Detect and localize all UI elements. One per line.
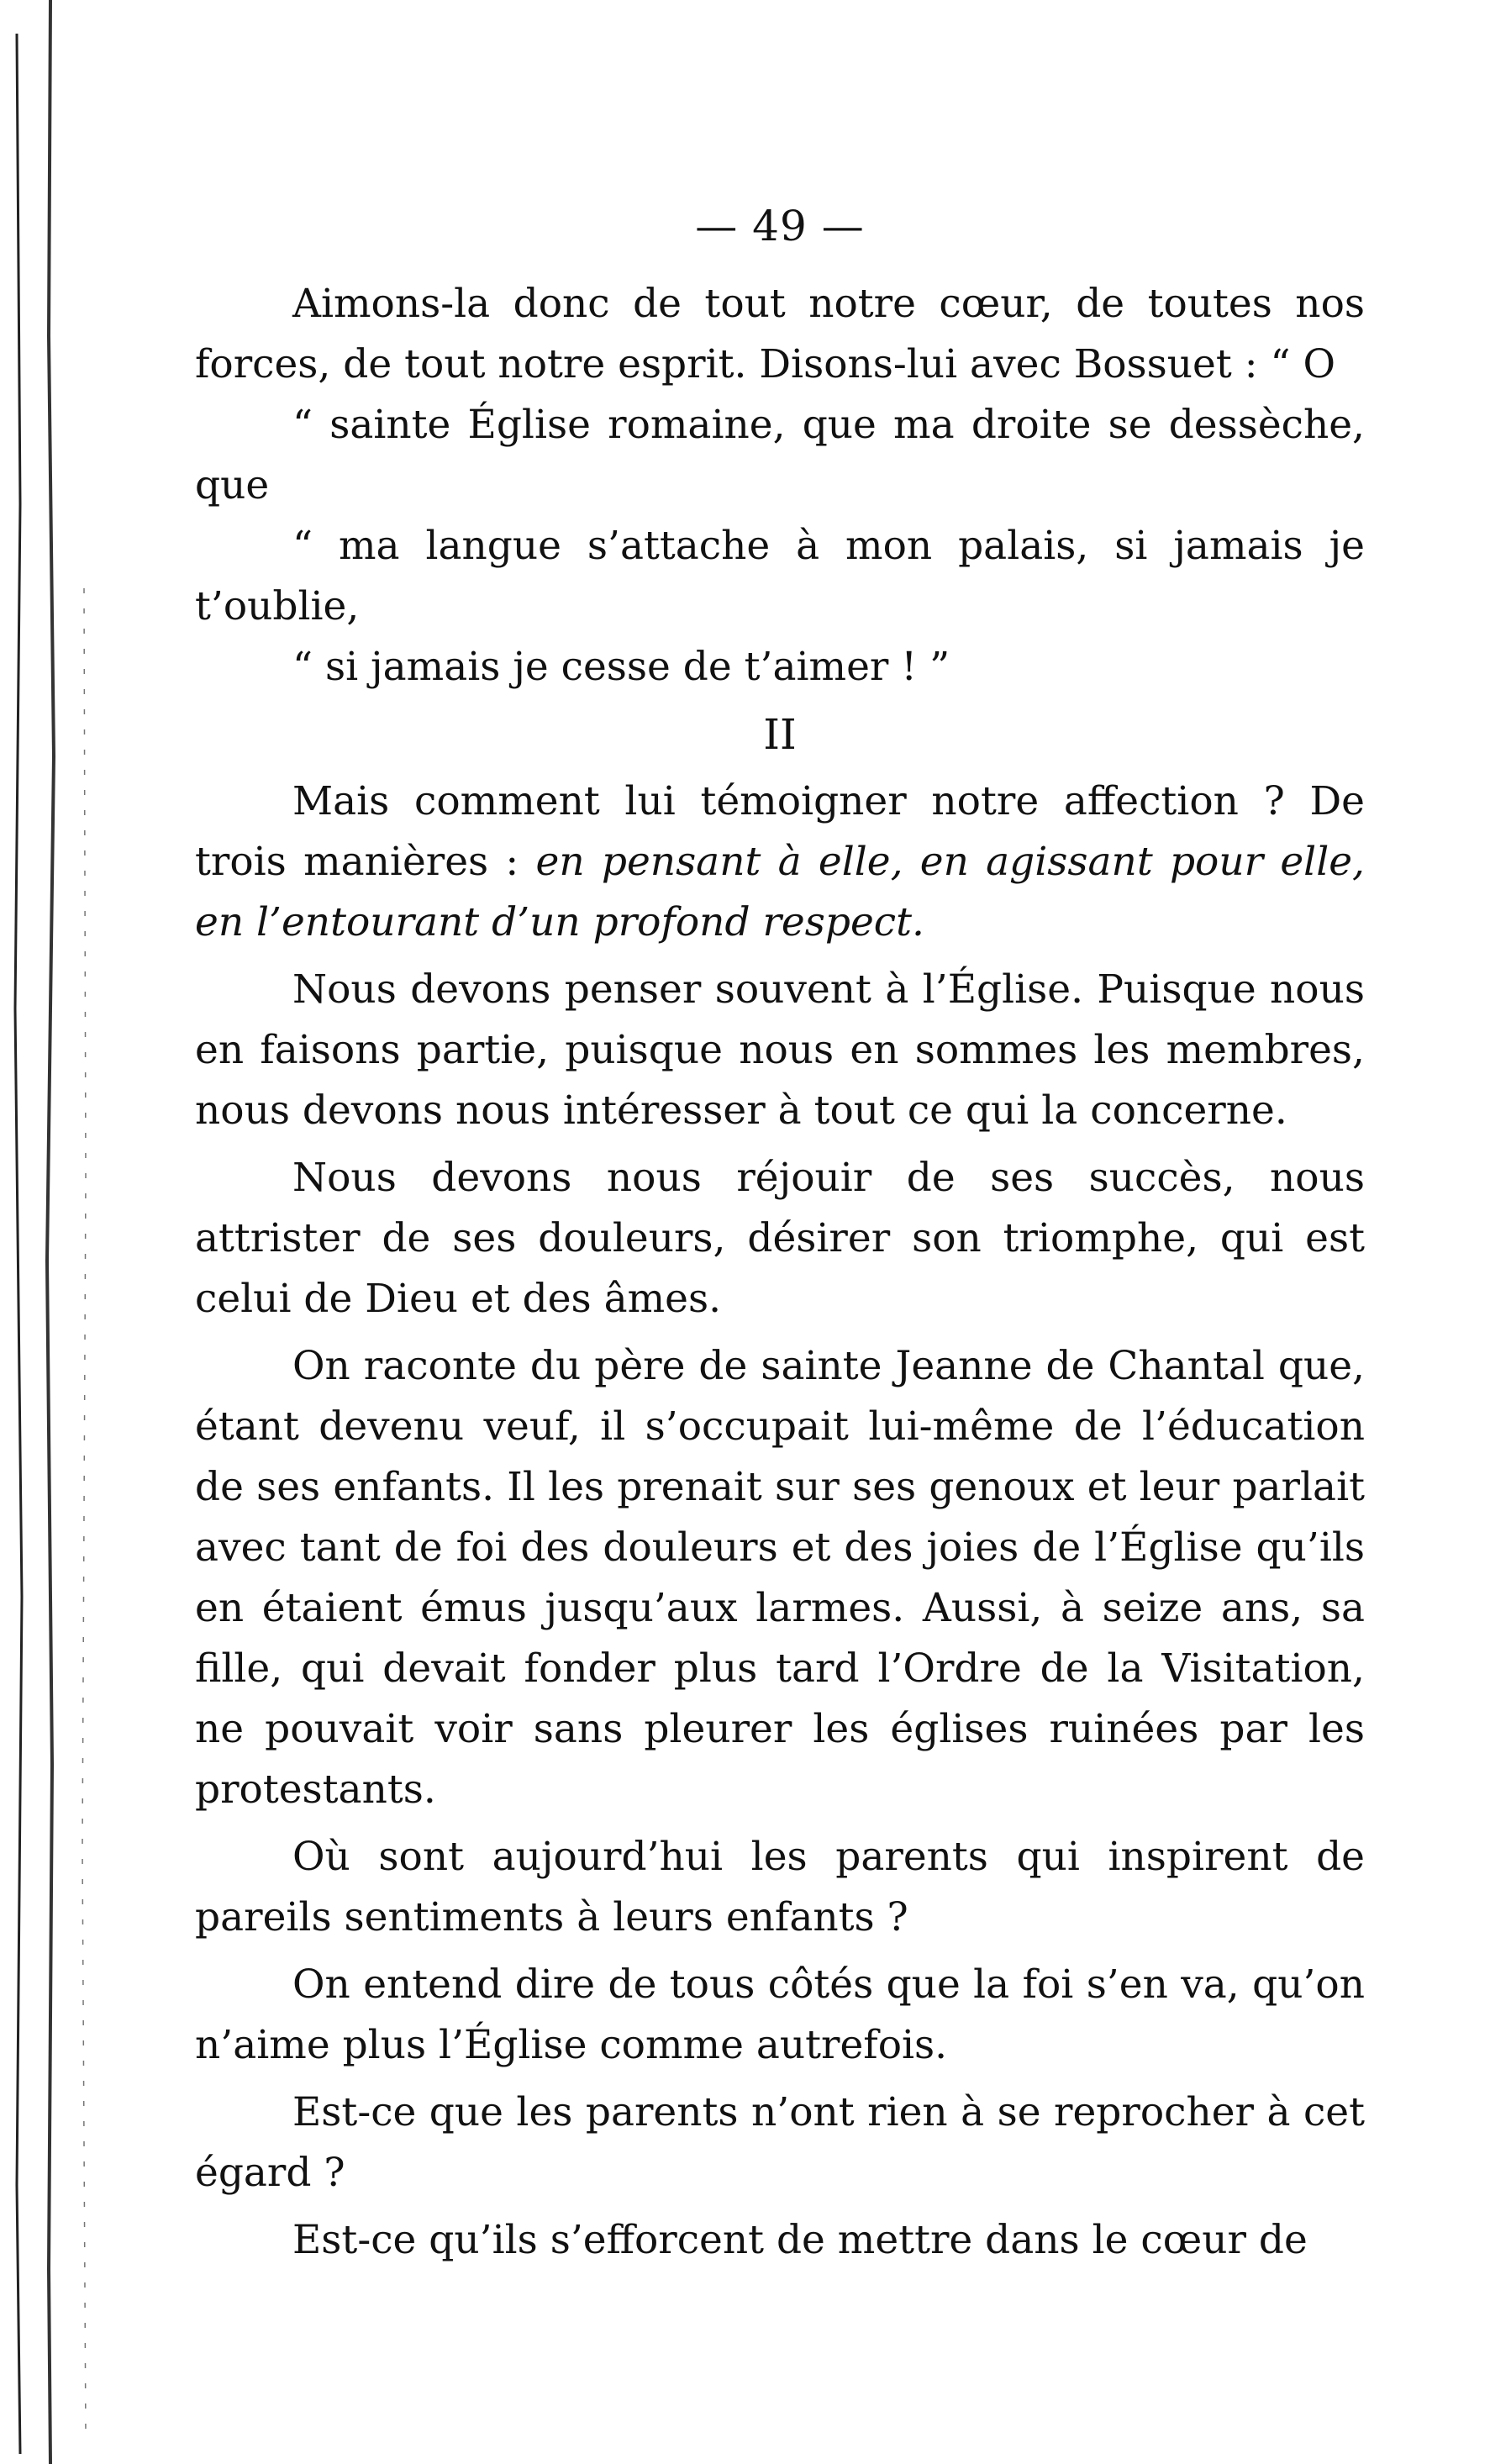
- page-number: — 49 —: [695, 202, 865, 250]
- paragraph-foi: On entend dire de tous côtés que la foi s’en va, qu’on n’aime plus l’Église comme autrefois.: [195, 1961, 1365, 2068]
- quote-opening: “ O: [1270, 341, 1335, 387]
- paragraph-reprocher: Est-ce que les parents n’ont rien à se reprocher à cet égard ?: [195, 2089, 1365, 2196]
- paragraph-affection-italic: en pensant à elle, en agissant pour elle, en l’entourant d’un profond respect.: [195, 839, 1365, 945]
- paragraph-mettre: Est-ce qu’ils s’efforcent de mettre dans le cœur de: [292, 2217, 1308, 2263]
- paragraph-penser: Nous devons penser souvent à l’Église. Puisque nous en faisons partie, puisque nous en sommes les membres, nous devons nous intéresser à tout ce qui la concerne.: [195, 966, 1365, 1134]
- paragraph-affection-text: Mais comment lui témoigner notre affection ? De trois manières :: [195, 778, 1365, 885]
- quote-line-3: “ ma langue s’attache à mon palais, si jamais je t’oublie,: [195, 523, 1365, 629]
- paragraph-rejouir: Nous devons nous réjouir de ses succès, nous attrister de ses douleurs, désirer son triomphe, qui est celui de Dieu et des âmes.: [195, 1155, 1365, 1322]
- quote-line-2: “ sainte Église romaine, que ma droite se dessèche, que: [195, 402, 1365, 508]
- paragraph-chantal: On raconte du père de sainte Jeanne de Chantal que, étant devenu veuf, il s’occupait lui-même de l’éducation de ses enfants. Il les prenait sur ses genoux et leur parlait avec tant de foi des douleurs et des joies de l’Église qu’ils en étaient émus jusqu’aux larmes. Aussi, à seize ans, sa fille, qui devait fonder plus tard l’Ordre de la Visitation, ne pouvait voir sans pleurer les églises ruinées par les protestants.: [195, 1343, 1365, 1813]
- section-heading: II: [763, 710, 797, 759]
- paragraph-parents: Où sont aujourd’hui les parents qui inspirent de pareils sentiments à leurs enfants ?: [195, 1834, 1365, 1940]
- quote-line-4: “ si jamais je cesse de t’aimer ! ”: [292, 644, 950, 690]
- paragraph-1-text: Aimons-la donc de tout notre cœur, de toutes nos forces, de tout notre esprit. Disons-lui avec Bossuet :: [195, 281, 1365, 387]
- paragraph-affection: [195, 771, 1365, 953]
- paragraph-1: [195, 274, 1365, 698]
- page-binding-edge: [0, 0, 109, 2464]
- book-page: [195, 202, 1365, 2277]
